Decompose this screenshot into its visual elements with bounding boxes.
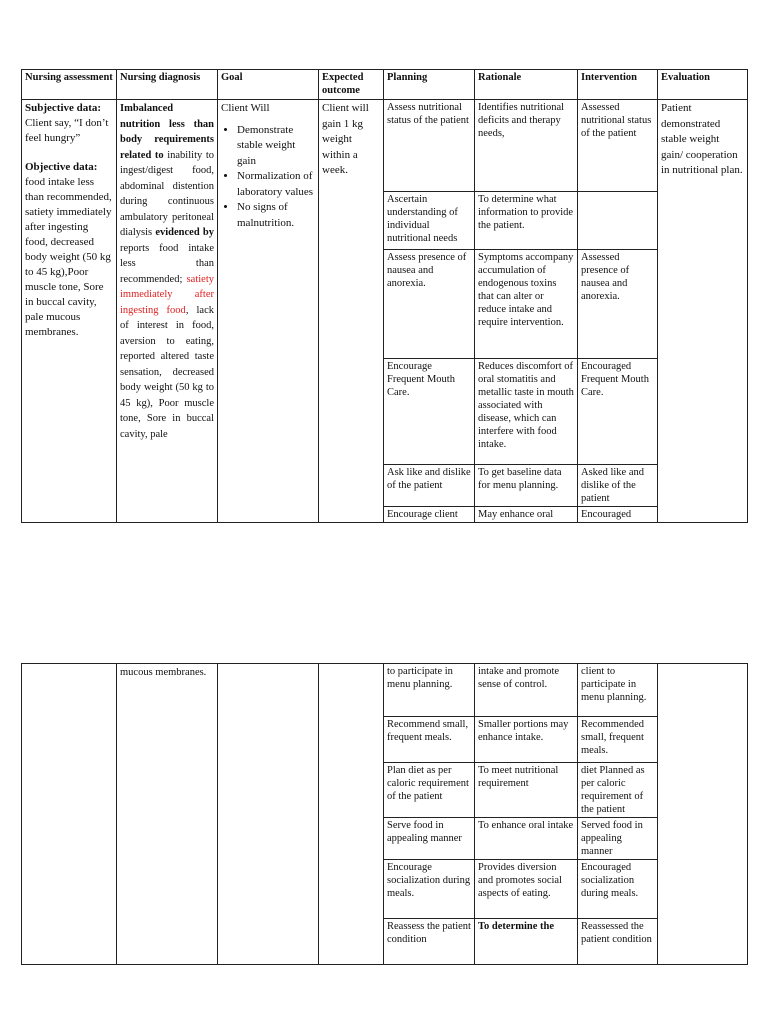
goal-list <box>221 123 315 232</box>
evaluation-cell: Patient demonstrated stable weight gain/ cooperation in nutritional plan. <box>658 100 748 523</box>
header-rationale: Rationale <box>475 70 578 100</box>
assessment-cell <box>22 664 117 965</box>
subjective-label: Subjective data: <box>25 102 102 114</box>
rationale-cell: May enhance oral <box>475 507 578 523</box>
intervention-cell <box>578 192 658 250</box>
planning-cell: Assess presence of nausea and anorexia. <box>384 250 475 359</box>
goal-intro: Client Will <box>221 102 270 114</box>
header-goal: Goal <box>218 70 319 100</box>
evaluation-cell <box>658 664 748 965</box>
planning-cell: Recommend small, frequent meals. <box>384 717 475 763</box>
goal-item: • Normalization of laboratory values <box>237 169 315 200</box>
objective-label: Objective data: <box>25 161 98 173</box>
intervention-cell: diet Planned as per caloric requirement of the patient <box>578 763 658 818</box>
care-plan-table-page-2 <box>21 663 748 965</box>
rationale-cell: intake and promote sense of control. <box>475 664 578 717</box>
planning-cell: Encourage socialization during meals. <box>384 860 475 919</box>
objective-text: food intake less than recommended, satiety immediately after ingesting food, decreased body weight (50 kg to 45 kg),Poor muscle tone, Sore in buccal cavity, pale mucous membranes. <box>25 176 112 338</box>
header-nursing-diagnosis: Nursing diagnosis <box>117 70 218 100</box>
rationale-cell: To determine what information to provide the patient. <box>475 192 578 250</box>
header-row <box>22 70 748 100</box>
planning-cell: to participate in menu planning. <box>384 664 475 717</box>
table-row <box>22 664 748 717</box>
diagnosis-text-3: , lack of interest in food, aversion to eating, reported altered taste sensation, decreased body weight (50 kg to 45 kg), Poor muscle tone, Sore in buccal cavity, pale <box>120 304 214 440</box>
planning-cell: Serve food in appealing manner <box>384 818 475 860</box>
diagnosis-text-1: inability to ingest/digest food, abdominal distention during continuous ambulatory peritoneal dialysis <box>120 149 214 238</box>
intervention-cell: Asked like and dislike of the patient <box>578 465 658 507</box>
header-intervention: Intervention <box>578 70 658 100</box>
planning-cell: Assess nutritional status of the patient <box>384 100 475 192</box>
rationale-cell: To enhance oral intake <box>475 818 578 860</box>
expected-outcome-cell: Client will gain 1 kg weight within a week. <box>319 100 384 523</box>
header-expected-outcome: Expected outcome <box>319 70 384 100</box>
rationale-cell: To determine the <box>475 919 578 965</box>
intervention-cell: Encouraged Frequent Mouth Care. <box>578 359 658 465</box>
rationale-cell: Provides diversion and promotes social aspects of eating. <box>475 860 578 919</box>
header-planning: Planning <box>384 70 475 100</box>
subjective-text: Client say, “I don’t feel hungry” <box>25 117 109 144</box>
intervention-cell: Reassessed the patient condition <box>578 919 658 965</box>
rationale-cell: Reduces discomfort of oral stomatitis and metallic taste in mouth associated with disease, which can interfere with food intake. <box>475 359 578 465</box>
diagnosis-text-2: reports food intake less than recommended; <box>120 242 214 285</box>
intervention-cell: client to participate in menu planning. <box>578 664 658 717</box>
rationale-cell: Symptoms accompany accumulation of endogenous toxins that can alter or reduce intake and require intervention. <box>475 250 578 359</box>
intervention-cell: Assessed nutritional status of the patient <box>578 100 658 192</box>
planning-cell: Encourage Frequent Mouth Care. <box>384 359 475 465</box>
goal-cell <box>218 100 319 523</box>
care-plan-table-page-1 <box>21 69 748 523</box>
assessment-cell <box>22 100 117 523</box>
goal-item: • Demonstrate stable weight gain <box>237 123 315 170</box>
rationale-cell: To get baseline data for menu planning. <box>475 465 578 507</box>
rationale-cell: Smaller portions may enhance intake. <box>475 717 578 763</box>
rationale-cell: Identifies nutritional deficits and therapy needs, <box>475 100 578 192</box>
diagnosis-bold-1: Imbalanced nutrition less than body requirements related to <box>120 103 214 161</box>
intervention-cell: Encouraged <box>578 507 658 523</box>
intervention-cell: Recommended small, frequent meals. <box>578 717 658 763</box>
diagnosis-cell <box>117 100 218 523</box>
intervention-cell: Encouraged socialization during meals. <box>578 860 658 919</box>
diagnosis-red-text: satiety immediately after ingesting food <box>120 273 214 316</box>
expected-outcome-cell <box>319 664 384 965</box>
intervention-cell: Assessed presence of nausea and anorexia. <box>578 250 658 359</box>
intervention-cell: Served food in appealing manner <box>578 818 658 860</box>
planning-cell: Encourage client <box>384 507 475 523</box>
planning-cell: Reassess the patient condition <box>384 919 475 965</box>
planning-cell: Plan diet as per caloric requirement of the patient <box>384 763 475 818</box>
diagnosis-bold-2: evidenced by <box>155 227 214 238</box>
planning-cell: Ascertain understanding of individual nutritional needs <box>384 192 475 250</box>
diagnosis-cell <box>117 664 218 965</box>
goal-item: • No signs of malnutrition. <box>237 200 315 231</box>
header-evaluation: Evaluation <box>658 70 748 100</box>
header-nursing-assessment: Nursing assessment <box>22 70 117 100</box>
planning-cell: Ask like and dislike of the patient <box>384 465 475 507</box>
diagnosis-continued: mucous membranes. <box>120 667 207 678</box>
rationale-cell: To meet nutritional requirement <box>475 763 578 818</box>
table-row <box>22 100 748 192</box>
goal-cell <box>218 664 319 965</box>
